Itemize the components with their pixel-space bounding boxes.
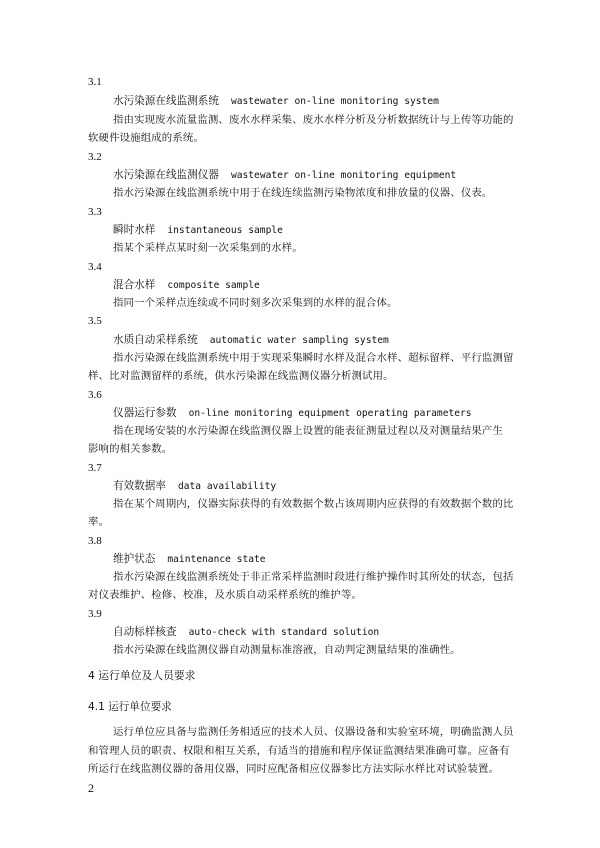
term-zh: 混合水样	[113, 279, 156, 291]
definition-line: 指由实现废水流量监测、废水水样采集、废水水样分析及分析数据统计与上传等功能的	[113, 114, 514, 126]
term-entry	[113, 166, 543, 184]
clause-number: 3.9	[88, 608, 102, 620]
term-entry	[113, 623, 543, 641]
term-entry	[113, 550, 543, 568]
term-en: auto-check with standard solution	[188, 627, 380, 638]
clause-number: 3.2	[88, 151, 102, 163]
term-zh: 维护状态	[113, 553, 156, 565]
clause-number: 3.1	[88, 76, 102, 88]
definition-line: 对仪表维护、检修、校准，及水质自动采样系统的维护等。	[88, 589, 363, 601]
term-entry	[113, 221, 543, 239]
term-zh: 水污染源在线监测系统	[113, 95, 219, 107]
term-entry	[113, 477, 543, 495]
definition-line: 软硬件设施组成的系统。	[88, 132, 204, 144]
clause-number: 3.3	[88, 206, 102, 218]
term-en: wastewater on-line monitoring equipment	[230, 170, 457, 181]
definition-line: 指水污染源在线监测系统中用于实现采集瞬时水样及混合水样、超标留样、平行监测留	[113, 352, 514, 364]
term-entry	[113, 404, 543, 422]
clause-number: 3.7	[88, 462, 102, 474]
term-en: composite sample	[167, 280, 260, 291]
paragraph-line: 运行单位应具备与监测任务相适应的技术人员、仪器设备和实验室环境，明确监测人员	[113, 726, 514, 738]
term-zh: 水污染源在线监测仪器	[113, 169, 219, 181]
page-number: 2	[88, 781, 94, 795]
definition-line: 指水污染源在线监测系统中用于在线连续监测污染物浓度和排放量的仪器、仪表。	[113, 187, 493, 199]
clause-number: 3.4	[88, 261, 102, 273]
term-en: on-line monitoring equipment operating parameters	[188, 408, 472, 419]
term-zh: 仪器运行参数	[113, 407, 177, 419]
term-zh: 自动标样核查	[113, 626, 177, 638]
term-entry	[113, 276, 543, 294]
term-zh: 瞬时水样	[113, 224, 156, 236]
clause-number: 3.5	[88, 315, 102, 327]
term-en: data availability	[177, 481, 277, 492]
subsection-heading: 4.1 运行单位要求	[88, 701, 172, 713]
paragraph-line: 所运行在线监测仪器的备用仪器，同时应配备相应仪器参比方法实际水样比对试验装置。	[88, 763, 500, 775]
clause-number: 3.6	[88, 389, 102, 401]
section-heading: 4 运行单位及人员要求	[88, 669, 196, 682]
term-en: instantaneous sample	[167, 225, 283, 236]
definition-line: 指在某个周期内，仪器实际获得的有效数据个数占该周期内应获得的有效数据个数的比	[113, 498, 514, 510]
definition-line: 指在现场安装的水污染源在线监测仪器上设置的能表征测量过程以及对测量结果产生	[113, 425, 503, 437]
paragraph-line: 和管理人员的职责、权限和相互关系，有适当的措施和程序保证监测结果准确可靠。应备有	[88, 745, 510, 757]
definition-line: 影响的相关参数。	[88, 443, 173, 455]
definition-line: 指水污染源在线监测系统处于非正常采样监测时段进行维护操作时其所处的状态，包括	[113, 571, 514, 583]
definition-line: 指某个采样点某时刻一次采集到的水样。	[113, 242, 303, 254]
definition-line: 指水污染源在线监测仪器自动测量标准溶液，自动判定测量结果的准确性。	[113, 644, 461, 656]
definition-line: 样、比对监测留样的系统，供水污染源在线监测仪器分析测试用。	[88, 370, 394, 382]
definition-line: 率。	[88, 516, 110, 528]
clause-number: 3.8	[88, 535, 102, 547]
term-zh: 有效数据率	[113, 480, 166, 492]
term-en: automatic water sampling system	[209, 335, 389, 346]
definition-line: 指同一个采样点连续或不同时刻多次采集到的水样的混合体。	[113, 297, 398, 309]
term-en: wastewater on-line monitoring system	[230, 96, 439, 107]
term-entry	[113, 92, 543, 110]
term-entry	[113, 331, 543, 349]
term-en: maintenance state	[167, 554, 266, 565]
term-zh: 水质自动采样系统	[113, 334, 198, 346]
